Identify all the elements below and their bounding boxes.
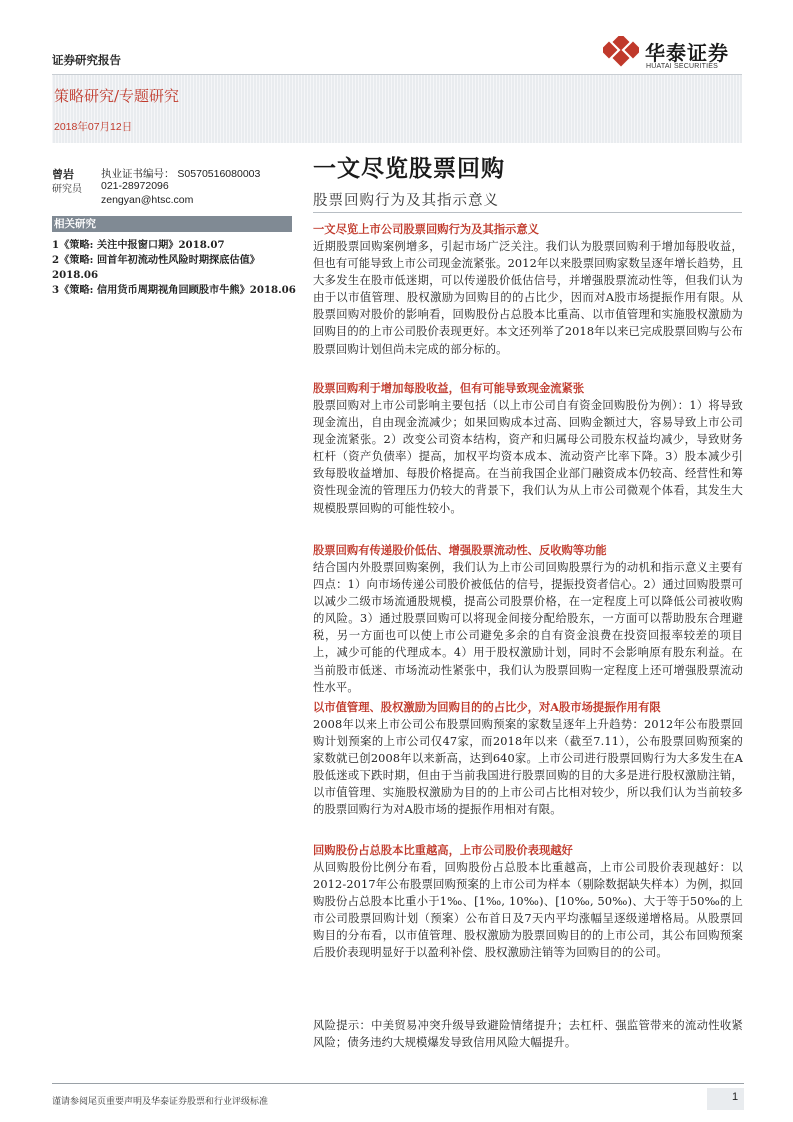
report-subtitle: 股票回购行为及其指示意义 [313,193,499,209]
section-eps [313,381,743,517]
section-functions [313,543,743,696]
analyst-phone: 021-28972096 [101,180,169,192]
huatai-logo-icon [603,36,639,72]
analyst-role: 研究员 [52,184,82,195]
risk-warning: 风险提示：中美贸易冲突升级导致避险情绪提升；去杠杆、强监管带来的流动性收紧风险；债务违约大规模爆发导致信用风险大幅提升。 [313,1019,743,1050]
related-item[interactable]: 3《策略: 信用货币周期视角回顾股市牛熊》2018.06 [52,284,296,296]
report-date: 2018年07月12日 [54,121,133,133]
report-category: 策略研究/专题研究 [54,87,180,105]
related-item[interactable]: 1《策略: 关注中报窗口期》2018.07 [52,239,225,251]
footer-disclaimer: 谨请参阅尾页重要声明及华泰证券股票和行业评级标准 [52,1097,269,1107]
header-band [52,74,742,143]
analyst-cert: 执业证书编号： S0570516080003 [101,168,261,180]
section-market-impact [313,700,743,819]
analyst-email[interactable]: zengyan@htsc.com [101,194,194,206]
section-body: 从回购股份比例分布看，回购股份占总股本比重越高，上市公司股价表现越好：以2012-2017年公布股票回购预案的上市公司为样本（剔除数据缺失样本）为例，拟回购股份占总股本比重小于1‰、[1‰, 10‰)、[10‰, 50‰)、大于等于50‰的上市公司股票回购计划（预案）公布首日及7天内平均涨幅呈逐级递增格局。从股票回购目的分布看，以市值管理、股权激励为股票回购目的的上市公司，其公布回购预案后股价表现明显好于以盈利补偿、股权激励注销等为回购目的的公司。 [313,861,743,960]
section-overview [313,222,743,358]
section-body: 2008年以来上市公司公布股票回购预案的家数呈逐年上升趋势：2012年公布股票回购计划预案的上市公司仅47家，而2018年以来（截至7.11），公布股票回购预案的家数就已创2008年以来新高，达到640家。上市公司进行股票回购行为大多发生在A股低迷或下跌时期，但由于当前我国进行股票回购的目的大多是进行股权激励注销，以市值管理、实施股权激励为目的的上市公司占比相对较少，所以我们认为当前较多的股票回购行为对A股市场的提振作用相对有限。 [313,718,743,817]
report-title: 一文尽览股票回购 [313,156,505,182]
related-item[interactable]: 2《策略: 回首年初流动性风险时期探底估值》2018.06 [52,254,260,281]
section-heading: 股票回购有传递股价低估、增强股票流动性、反收购等功能 [313,543,607,557]
section-body: 股票回购对上市公司影响主要包括（以上市公司自有资金回购股份为例）：1）将导致现金流出，自由现金流减少；如果回购成本过高、回购金额过大，容易导致上市公司现金流紧张。2）改变公司资本结构，资产和归属母公司股东权益均减少，导致财务杠杆（资产负债率）提高，加权平均资本成本、流动资产比率下降。3）股本减少引致每股收益增加、每股价格提高。在当前我国企业部门融资成本仍较高、经营性和筹资性现金流的管理压力仍较大的背景下，我们认为从上市公司微观个体看，其发生大规模股票回购的可能性较小。 [313,399,743,515]
section-body: 结合国内外股票回购案例，我们认为上市公司回购股票行为的动机和指示意义主要有四点：1）向市场传递公司股价被低估的信号，提振投资者信心。2）通过回购股票可以减少二级市场流通股规模，提高公司股票价格，在一定程度上可以降低公司被收购的风险。3）通过股票回购可以将现金间接分配给股东，一方面可以帮助股东合理避税，另一方面也可以使上市公司避免多余的自有资金浪费在投资回报率较差的项目上，减少可能的代理成本。4）用于股权激励计划，同时不会影响原有股东利益。在当前股市低迷、市场流动性紧张中，我们认为股票回购一定程度上还可增强股票流动性水平。 [313,561,743,694]
logo-text-cn: 华泰证券 [645,41,729,65]
analyst-name: 曾岩 [52,168,74,181]
logo-text-en: HUATAI SECURITIES [646,63,718,70]
page-number-tab [707,1088,744,1110]
footer-divider [52,1083,744,1084]
section-share-ratio [313,843,743,962]
report-type-label: 证券研究报告 [52,53,121,67]
section-heading: 股票回购利于增加每股收益，但有可能导致现金流紧张 [313,381,585,395]
related-research-header: 相关研究 [52,216,292,232]
section-risk [313,1017,743,1051]
title-divider [313,212,742,213]
section-heading: 一文尽览上市公司股票回购行为及其指示意义 [313,222,539,236]
related-research-list [52,238,297,298]
huatai-logo [603,36,753,76]
section-body: 近期股票回购案例增多，引起市场广泛关注。我们认为股票回购利于增加每股收益，但也有可能导致上市公司现金流紧张。2012年以来股票回购家数呈逐年增长趋势，且大多发生在股市低迷期，可以传递股价低估信号，并增强股票流动性等，但我们认为由于以市值管理、股权激励为回购目的的占比少，因而对A股市场提振作用有限。从股票回购对股价的影响看，回购股份占总股本比重高、以市值管理和实施股权激励为回购目的的上市公司股价表现更好。本文还列举了2018年以来已完成股票回购与公布股票回购计划但尚未完成的部分标的。 [313,240,743,356]
section-heading: 回购股份占总股本比重越高，上市公司股价表现越好 [313,843,573,857]
section-heading: 以市值管理、股权激励为回购目的的占比少，对A股市场提振作用有限 [313,700,661,714]
page-number: 1 [732,1091,739,1103]
